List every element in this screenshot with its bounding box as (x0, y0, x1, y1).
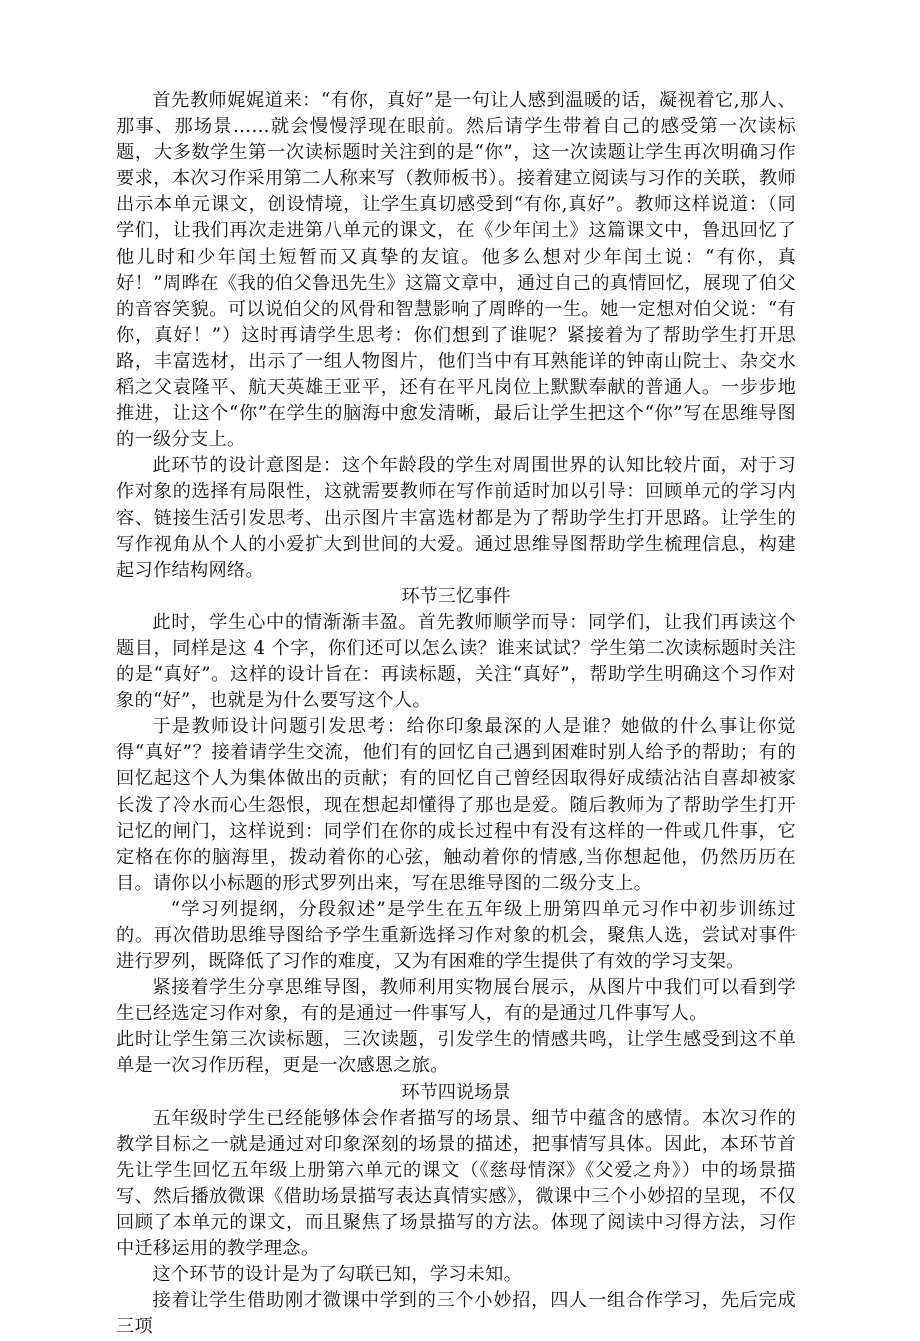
paragraph-reread-title: 此时，学生心中的情渐渐丰盈。首先教师顺学而导：同学们，让我们再读这个题目，同样是这 4 个字，你们还可以怎么读？谁来试试？学生第二次读标题时关注的是“真好”。这样的设计旨在：再读标题，关注“真好”，帮助学生明确这个习作对象的“好”，也就是为什么要写这个人。 (116, 611, 796, 712)
paragraph-design-purpose: 这个环节的设计是为了勾联已知，学习未知。 (152, 1264, 523, 1286)
paragraph-design-intent: 此环节的设计意图是：这个年龄段的学生对周围世界的认知比较片面，对于习作对象的选择有局限性，这就需要教师在写作前适时加以引导：回顾单元的学习内容、链接生活引发思考、出示图片丰富选材都是为了帮助学生打开思路。让学生的写作视角从个人的小爱扩大到世间的大爱。通过思维导图帮助学生梳理信息，构建起习作结构网络。 (116, 455, 796, 581)
paragraph-group-study: 接着让学生借助刚才微课中学到的三个小妙招，四人一组合作学习，先后完成三项 (116, 1290, 796, 1338)
paragraph-intro: 首先教师娓娓道来：“有你，真好”是一句让人感到温暖的话，凝视着它,那人、那事、那场景……就会慢慢浮现在眼前。然后请学生带着自己的感受第一次读标题，大多数学生第一次读标题时关注到的是“你”，这一次读题让学生再次明确习作要求，本次习作采用第二人称来写（教师板书）。接着建立阅读与习作的关联，教师出示本单元课文，创设情境，让学生真切感受到“有你,真好”。教师这样说道：（同学们，让我们再次走进第八单元的课文，在《少年闰土》这篇课文中，鲁迅回忆了他儿时和少年闰土短暂而又真挚的友谊。他多么想对少年闰土说：“有你，真好！”周晔在《我的伯父鲁迅先生》这篇文章中，通过自己的真情回忆，展现了伯父的音容笑貌。可以说伯父的风骨和智慧影响了周晔的一生。她一定想对伯父说：“有你，真好！”）这时再请学生思考：你们想到了谁呢？紧接着为了帮助学生打开思路，丰富选材，出示了一组人物图片，他们当中有耳熟能详的钟南山院士、杂交水稻之父袁隆平、航天英雄王亚平，还有在平凡岗位上默默奉献的普通人。一步步地推进，让这个“你”在学生的脑海中愈发清晰，最后让学生把这个“你”写在思维导图的一级分支上。 (116, 90, 796, 451)
paragraph-scene-description: 五年级时学生已经能够体会作者描写的场景、细节中蕴含的感情。本次习作的教学目标之一就是通过对印象深刻的场景的描述，把事情写具体。因此，本环节首先让学生回忆五年级上册第六单元的课文（《慈母情深》《父爱之舟》）中的场景描写、然后播放微课《借助场景描写表达真情实感》，微课中三个小妙招的呈现，不仅回顾了本单元的课文，而且聚焦了场景描写的方法。体现了阅读中习得方法，习作中迁移运用的教学理念。 (116, 1107, 796, 1260)
document-page (116, 88, 796, 1341)
paragraph-share-mindmap: 紧接着学生分享思维导图，教师利用实物展台展示，从图片中我们可以看到学生已经选定习作对象，有的是通过一件事写人，有的是通过几件事写人。 (116, 977, 796, 1025)
paragraph-outline: “学习列提纲，分段叙述”是学生在五年级上册第四单元习作中初步训练过的。再次借助思维导图给予学生重新选择习作对象的机会，聚焦人选，尝试对事件进行罗列，既降低了习作的难度，又为有困难的学生提供了有效的学习支架。 (116, 898, 796, 973)
section-heading-4: 环节四说场景 (401, 1081, 511, 1103)
paragraph-question-design: 于是教师设计问题引发思考：给你印象最深的人是谁？她做的什么事让你觉得“真好”？接着请学生交流，他们有的回忆自己遇到困难时别人给予的帮助；有的回忆起这个人为集体做出的贡献；有的回忆自己曾经因取得好成绩沾沾自喜却被家长泼了冷水而心生怨恨，现在想起却懂得了那也是爱。随后教师为了帮助学生打开记忆的闸门，这样说到：同学们在你的成长过程中有没有这样的一件或几件事，它定格在你的脑海里，拨动着你的心弦，触动着你的情感,当你想起他，仍然历历在目。请你以小标题的形式罗列出来，写在思维导图的二级分支上。 (116, 716, 796, 894)
section-heading-3: 环节三忆事件 (401, 585, 511, 607)
paragraph-third-reading: 此时让学生第三次读标题，三次读题，引发学生的情感共鸣，让学生感受到这不单单是一次习作历程，更是一次感恩之旅。 (116, 1029, 796, 1077)
